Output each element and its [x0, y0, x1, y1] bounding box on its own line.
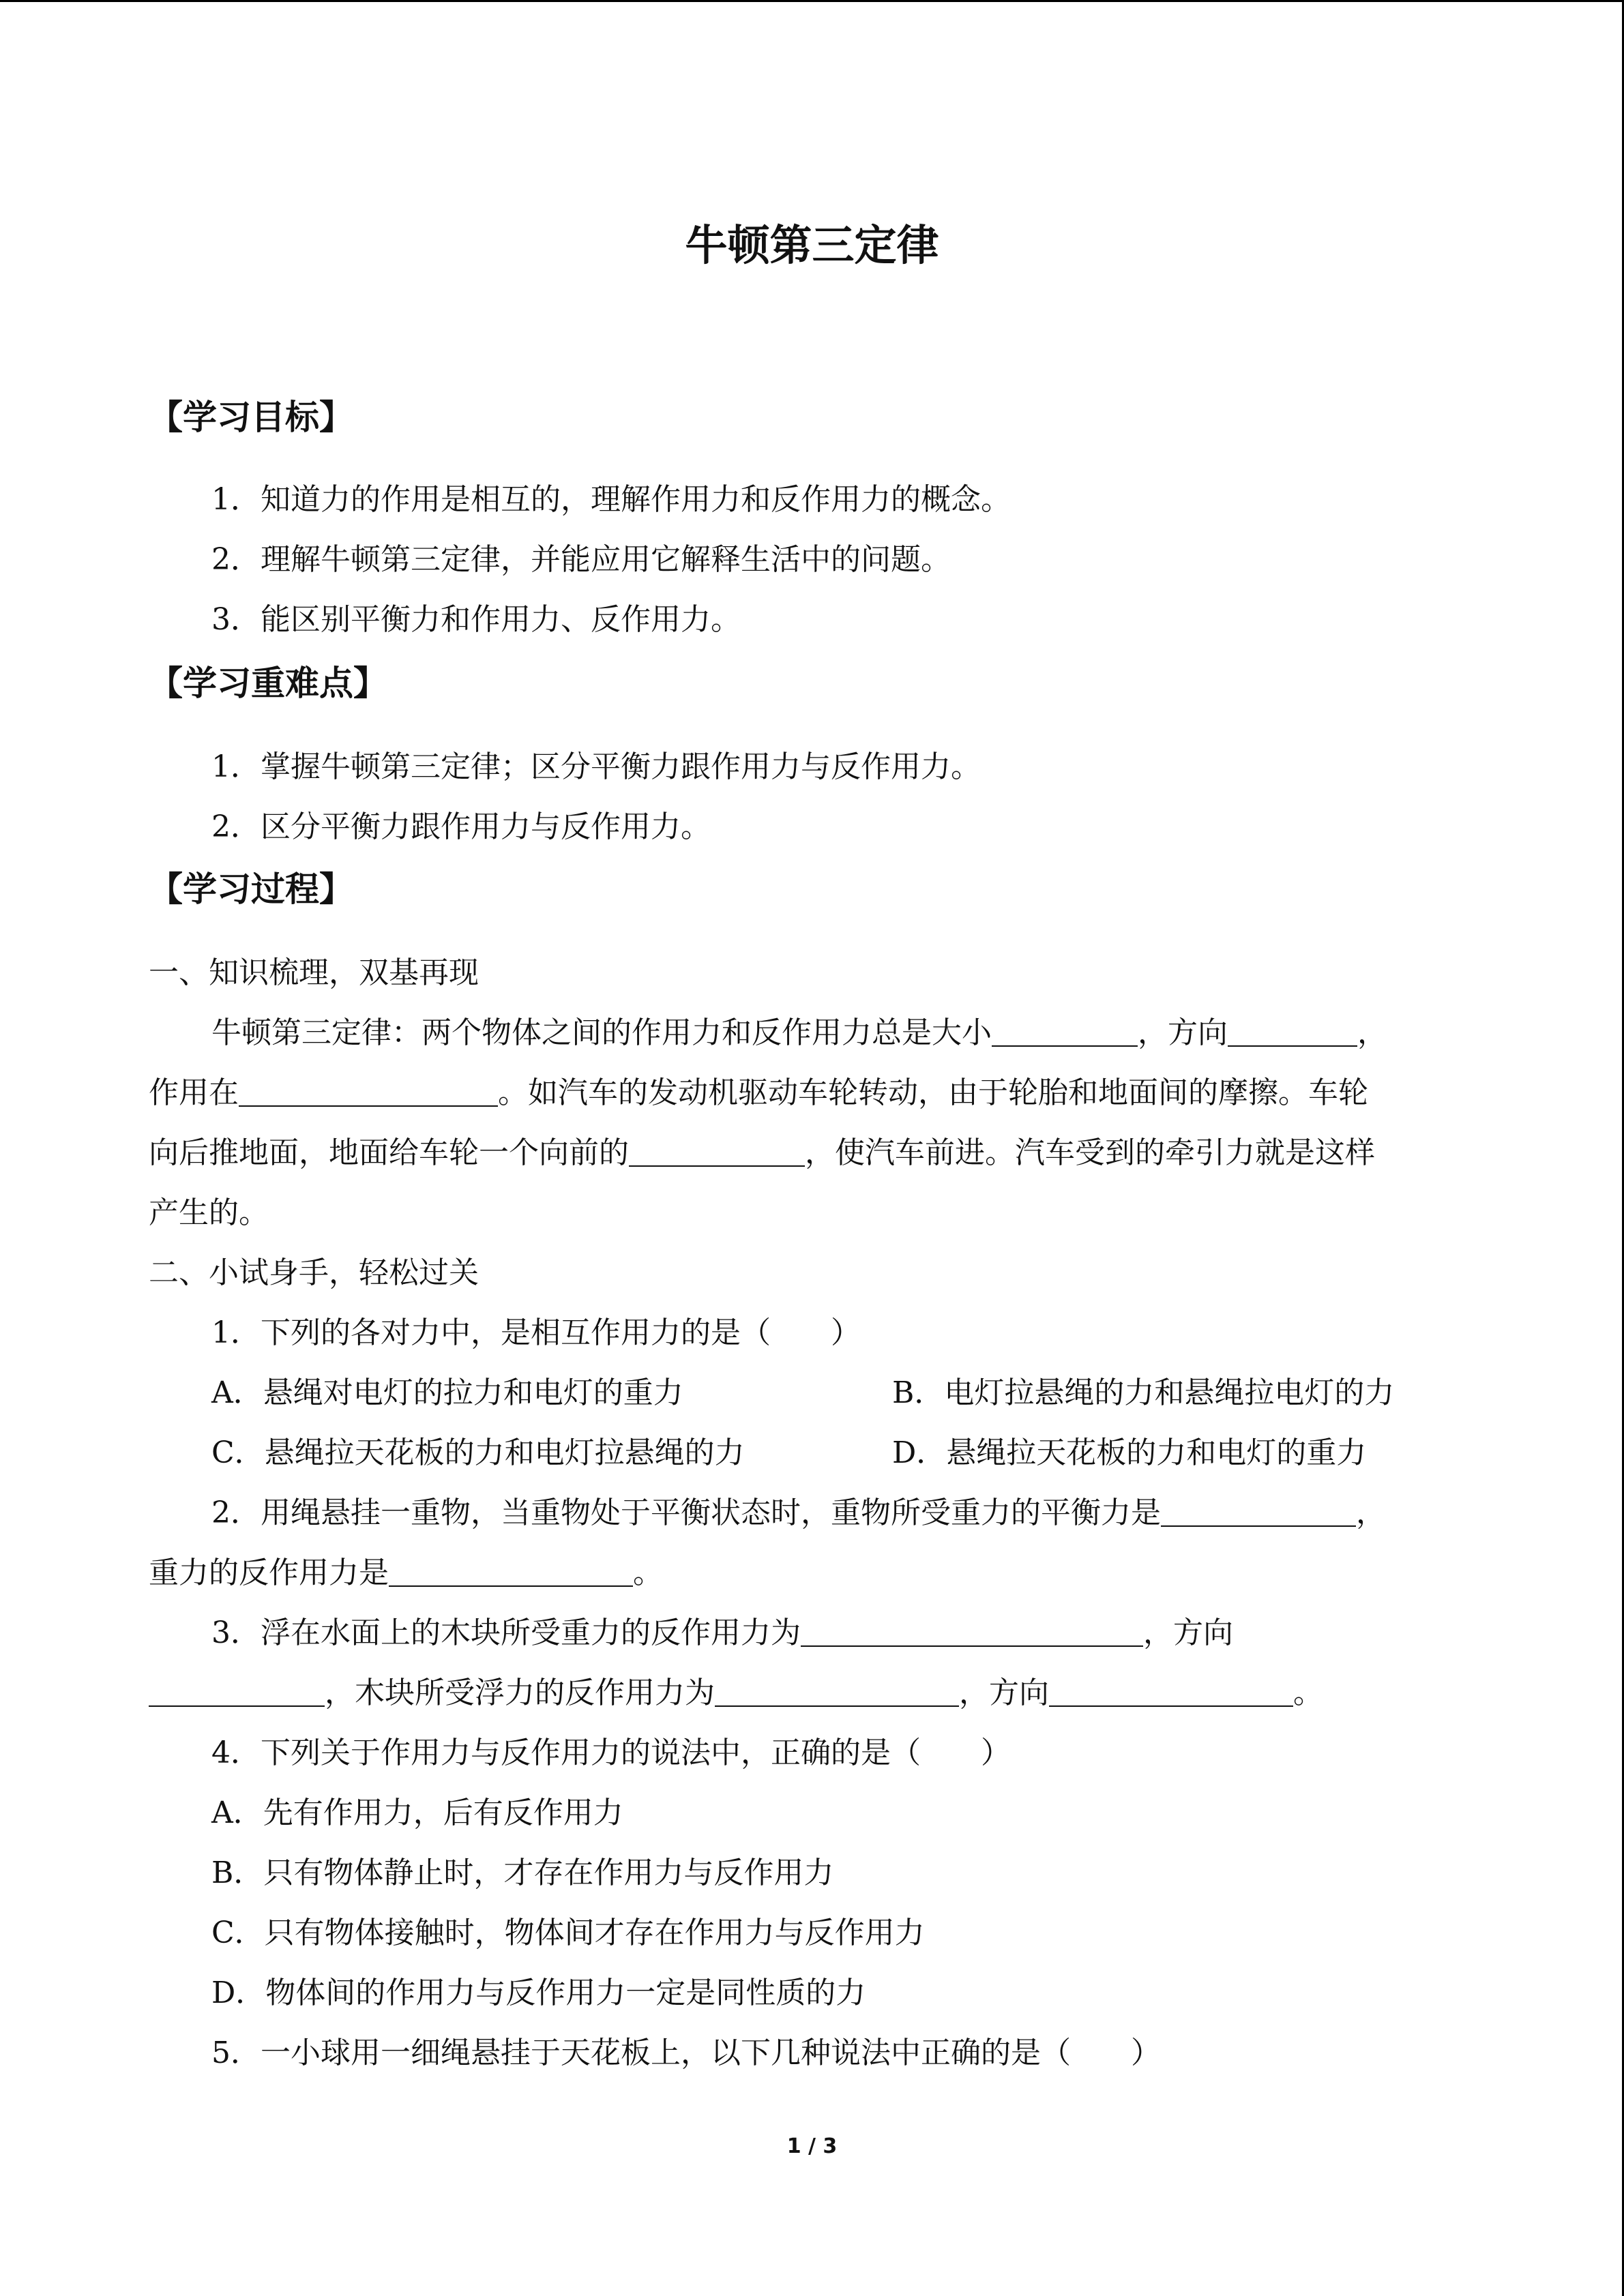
paragraph-line [149, 1068, 1368, 1112]
document-title: 牛顿第三定律 [685, 220, 939, 270]
page-number: 1 / 3 [786, 2134, 838, 2158]
answer-blank[interactable] [715, 1678, 959, 1707]
paragraph-line: 产生的。 [149, 1195, 269, 1230]
text-segment: 。 [1293, 1675, 1323, 1710]
option-b: B．只有物体静止时，才存在作用力与反作用力 [211, 1855, 834, 1890]
answer-blank[interactable] [1161, 1498, 1356, 1527]
question-2 [211, 1488, 1386, 1532]
part1-heading: 一、知识梳理，双基再现 [149, 955, 479, 990]
text-segment: ，方向 [959, 1675, 1049, 1710]
text-segment: 。如汽车的发动机驱动车轮转动，由于轮胎和地面间的摩擦。车轮 [498, 1075, 1368, 1110]
option-b: B．电灯拉悬绳的力和悬绳拉电灯的力 [892, 1375, 1395, 1410]
section-heading-process: 【学习过程】 [149, 869, 353, 909]
question-5: 5．一小球用一细绳悬挂于天花板上，以下几种说法中正确的是（ ） [211, 2036, 1161, 2070]
option-c: C．只有物体接触时，物体间才存在作用力与反作用力 [211, 1915, 925, 1950]
option-a: A．先有作用力，后有反作用力 [211, 1795, 623, 1830]
option-d: D．悬绳拉天花板的力和电灯的重力 [892, 1435, 1367, 1470]
answer-blank[interactable] [992, 1018, 1138, 1047]
goal-item: 3．能区别平衡力和作用力、反作用力。 [211, 602, 741, 637]
keypoint-item: 2．区分平衡力跟作用力与反作用力。 [211, 809, 711, 844]
text-segment: 重力的反作用力是 [149, 1555, 389, 1590]
text-segment: ，木块所受浮力的反作用力为 [325, 1675, 715, 1710]
text-segment: 向后推地面，地面给车轮一个向前的 [149, 1135, 629, 1170]
text-segment: ， [1356, 1495, 1386, 1530]
answer-blank[interactable] [239, 1078, 498, 1107]
answer-blank[interactable] [1228, 1018, 1357, 1047]
answer-blank[interactable] [1049, 1678, 1293, 1707]
goal-item: 2．理解牛顿第三定律，并能应用它解释生活中的问题。 [211, 542, 951, 577]
text-segment: 2．用绳悬挂一重物，当重物处于平衡状态时，重物所受重力的平衡力是 [211, 1495, 1161, 1530]
part2-heading: 二、小试身手，轻松过关 [149, 1255, 479, 1290]
text-segment: ，使汽车前进。汽车受到的牵引力就是这样 [805, 1135, 1375, 1170]
text-segment: 3．浮在水面上的木块所受重力的反作用力为 [211, 1615, 801, 1650]
text-segment: 作用在 [149, 1075, 239, 1110]
text-segment: 牛顿第三定律：两个物体之间的作用力和反作用力总是大小 [211, 1015, 992, 1050]
question-4: 4．下列关于作用力与反作用力的说法中，正确的是（ ） [211, 1735, 1011, 1770]
option-d: D．物体间的作用力与反作用力一定是同性质的力 [211, 1976, 866, 2010]
keypoint-item: 1．掌握牛顿第三定律；区分平衡力跟作用力与反作用力。 [211, 749, 981, 784]
question-1: 1．下列的各对力中，是相互作用力的是（ ） [211, 1315, 861, 1350]
goal-item: 1．知道力的作用是相互的，理解作用力和反作用力的概念。 [211, 482, 1011, 517]
text-segment: ，方向 [1138, 1015, 1228, 1050]
answer-blank[interactable] [389, 1558, 633, 1587]
section-heading-keypoints: 【学习重难点】 [149, 664, 387, 703]
question-2-cont [149, 1548, 663, 1592]
paragraph-line [211, 1008, 1387, 1052]
paragraph-line [149, 1128, 1375, 1172]
answer-blank[interactable] [149, 1678, 325, 1707]
question-3 [211, 1608, 1233, 1652]
text-segment: ，方向 [1143, 1615, 1233, 1650]
text-segment: ， [1357, 1015, 1387, 1050]
answer-blank[interactable] [629, 1138, 805, 1167]
section-heading-goals: 【学习目标】 [149, 398, 353, 437]
answer-blank[interactable] [801, 1618, 1143, 1647]
option-a: A．悬绳对电灯的拉力和电灯的重力 [211, 1375, 683, 1410]
question-3-cont [149, 1668, 1323, 1712]
text-segment: 。 [633, 1555, 663, 1590]
option-c: C．悬绳拉天花板的力和电灯拉悬绳的力 [211, 1435, 745, 1470]
